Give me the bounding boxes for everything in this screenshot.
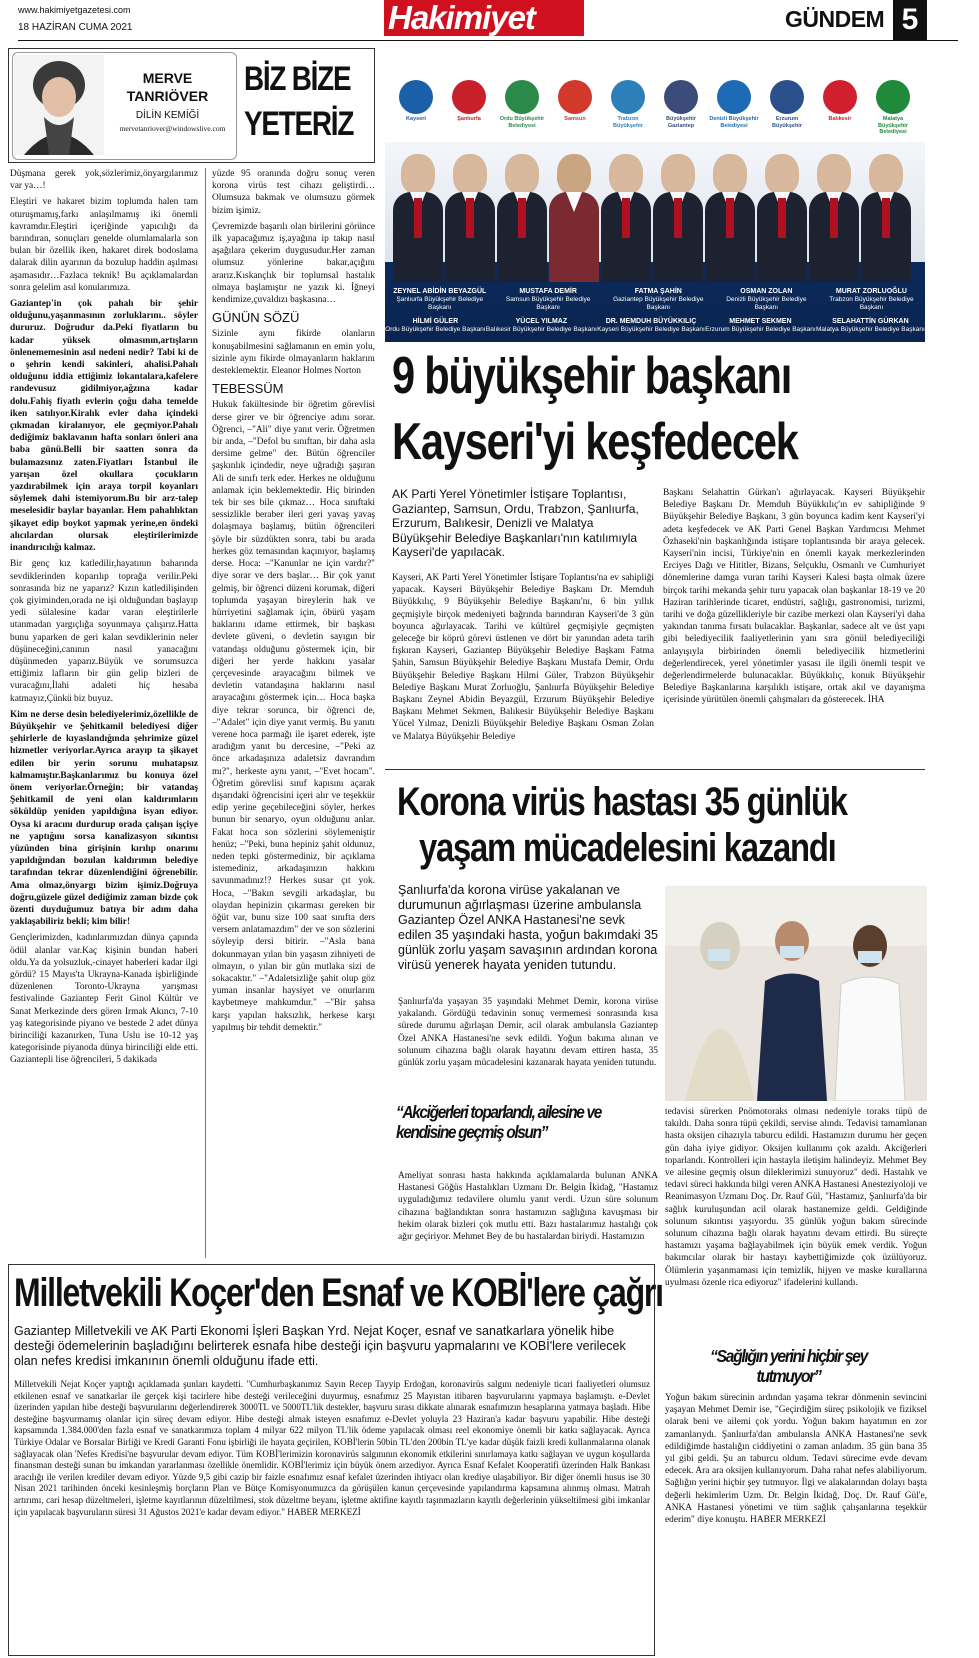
- municipality-logo: [868, 80, 918, 136]
- article1-lead: AK Parti Yerel Yönetimler İstişare Toplantısı, Gaziantep, Samsun, Ordu, Trabzon, Şanlıurfa, Erzurum, Balıkesir, Denizli ve Malatya Büyükşehir Belediye Başkanları'nın katılımıyla Kayseri'de yapılacak.: [392, 487, 639, 559]
- mayor-role: Trabzon Büyükşehir Belediye Başkanı: [829, 296, 914, 311]
- municipality-logo-emblem: [664, 80, 698, 114]
- paragraph: Eleştiri ve hakaret bizim toplumda halen tam oturuşmamış,farkı anlaşılmamış iki önemli kavramdır.Eleştiri içeriğinde yapıcılığı da barındıran, sonuçları genelde olumlamalarla son bulan bir özellik iken, hakaret direk bodoslama dalarak dilin ayarının da bozulup haddin aşılması aşamasıdır…Fazlaca teknik! Bu açıklamalardan sonra gelelim asıl konularımıza.: [10, 197, 198, 293]
- mayor-figure: [445, 154, 495, 282]
- mayor-name: ZEYNEL ABİDİN BEYAZGÜL: [393, 288, 487, 295]
- municipality-logo-label: Trabzon Büyükşehir: [613, 116, 643, 129]
- header-rule: [18, 40, 958, 41]
- mayor-name: SELAHATTİN GÜRKAN: [832, 318, 909, 325]
- municipality-logo: [497, 80, 547, 129]
- mayor-caption: [818, 288, 925, 312]
- mayor-role: Malatya Büyükşehir Belediye Başkanı: [816, 326, 925, 333]
- municipality-logo-emblem: [505, 80, 539, 114]
- logo-strip: [385, 74, 925, 142]
- mayor-name: MUSTAFA DEMİR: [519, 288, 577, 295]
- tebessum-title: TEBESSÜM: [212, 381, 284, 397]
- mayor-caption: [597, 318, 705, 334]
- municipality-logo-label: Kayseri: [406, 116, 426, 122]
- mayor-name: MURAT ZORLUOĞLU: [835, 288, 907, 295]
- page-number: 5: [893, 0, 927, 40]
- mayor-figure: [549, 154, 599, 282]
- municipality-logo: [444, 80, 494, 123]
- paragraph: yüzde 95 oranında doğru sonuç veren korona virüs test cihazı geliştirdi… Olumsuza bakmak ve olumsuzu görmek bizim işimiz.: [212, 169, 375, 216]
- mayor-role: Denizli Büyükşehir Belediye Başkanı: [726, 296, 807, 311]
- municipality-logo: [762, 80, 812, 129]
- mayor-role: Erzurum Büyükşehir Belediye Başkanı: [705, 326, 816, 333]
- article2-headline-line1: Korona virüs hastası 35 günlük: [397, 780, 847, 824]
- mayor-captions: [385, 286, 925, 342]
- column-divider: [205, 168, 206, 1258]
- municipality-logo: [815, 80, 865, 123]
- mayor-figure: [497, 154, 547, 282]
- municipality-logo-label: Ordu Büyükşehir Belediyesi: [499, 116, 545, 129]
- municipality-logo-label: Malatya Büyükşehir Belediyesi: [878, 116, 908, 135]
- mayor-role: Balıkesir Büyükşehir Belediye Başkanı: [485, 326, 597, 333]
- mayor-role: Samsun Büyükşehir Belediye Başkanı: [505, 296, 591, 311]
- author-first-name: MERVE: [142, 70, 193, 86]
- issue-date: 18 HAZİRAN CUMA 2021: [18, 22, 133, 33]
- article-divider: [385, 769, 925, 770]
- tebessum-text: Hukuk fakültesinde bir öğretim görevlisi derse girer ve bir öğrenciye adını sorar. Öğrenci, –"Ali" diye yanıt verir. Öğretmen bir anda, –"Defol bu sınıftan, bir daha asla dersime gelme" der. Bütün öğrenciler şaşkınlık içindedir, neye uğradığı şaşıran Ali de sınıfı terk eder. Herkes ne olduğunu anlamak için beklemektedir. Hiç birinden tek bir ses bile çıkmaz… Hoca sınıftaki sessizlikle beraber ileri geri yavaş yavaş dolaşmaya başlamış, bütün öğrencileri şöyle bir süzdükten sonra, tabi bu arada herkes göz temasından kaçınıyor, başlamış derse. Hoca: –"Kanunlar ne için vardır?" diye sorar ve ders başlar… Bir çok yanıt gelmiş, bir öğrenci düzeni korumak, diğeri toplumda yaşayan bireylerin hak ve hürriyetini sağlamak için, öbürü yaşam haklarını ıdame ettirmek, bir başkası devlete güveni, o devletin sayıgın bir vatandaşı olduğunu göstermek için, bir diğeri her yerde hakkını yasalar çerçevesinde arayacağını bilmek ve devletin vatandaşına haklarını nasıl arayacağını göstermek için… Hoca başka diye tekrar sorunca, bir öğrenci de, –"Adalet" için diye yanıt vermiş. Bu yanıtı verene hoca parmağı ile işaret ederek, işte aradığım yanıt bu dercesine, –"Peki az önce arkadaşınıza adaletsiz davrandım mı?", herkeste aynı yanıt, –"Evet hocam". Öğretim görevlisi sınıf kapısını açarak dışarıdaki öğrencisini içeri alır ve teşekkür edip yerine geçebileceğini söyler, herkes bunun bir senaryo, oyun olduğunu anlar. Fakat hoca son sözlerini söylemeniştir henüz; –"Peki, buna hepiniz şahit oldunuz, neden tepki göstermediniz, bir açıklama istemediniz, arkadaşınızın hakkını savunmadınız!? Herkes susar çıt yok. Hoca, –"Bakın sevgili arkadaşlar, bu olaydan hepinizin çıkarması gereken bir öğüt var, bunu size 100 saat sınıfta ders versem anlatamazdım" der ve son sözlerini söyleyip dersi bitirir. –"Asla bana dokunmayan yılan bin yaşasın zihniyeti de olmayın, o yılan bir gün mutlaka sizi de sokacaktır." –"Adaletsizliğe şahit olup göz yuman insanlar haysiyet ve onurlarını kaybetmeye mahkumdur." –"Bir şahsa karşı yapılan haksızlık, herkese karşı yapılmış bir tehdit demektir.": [212, 400, 375, 1033]
- paragraph: Düşmana gerek yok,sözlerimiz,önyargılarımız var ya…!: [10, 169, 198, 192]
- municipality-logo: [603, 80, 653, 129]
- paragraph: Bir genç kız katledilir,hayatının baharında sevdiklerinden koparılıp toprağa verilir.Peki sonrasında biz ne yaparız? Kızın katledilişinden çok giyiminden,orada ne işi olduğundan başlayıp yedi sülalesine kadar varan eleştirilerle utanmadan yargıçlığa soyunmaya çalışırız.Hatta bunu yaparken de geri kalan sevdiklerinin neler düşüneceğini,canının nasıl yanacağını düşünmeden yaparız.Büyük ve sorumsuzca ettiğimiz lafların bir gün gelip bizleri de vuracağını,İlahi adaleti hiç hesaba katmayız,Çünkü biz buyuz.: [10, 559, 198, 704]
- mayor-name: OSMAN ZOLAN: [740, 288, 793, 295]
- mayor-caption: [705, 318, 816, 334]
- paragraph-bold: Kim ne derse desin belediyelerimiz,özellikle de Büyükşehir ve Şehitkamil belediyesi diğer şehirlerle de kıyaslandığında şehrimize güzel hizmetler veriyorlar.Ayrıca arayıp ta şikayet edilen bir yerin sorunu muhatapsız kalmamıştır.Başkanlarımız bu konuya özel önem veriyorlar.Örneğin; bir vatandaş Şehitkamil de yeni olan kaldırımların söküldüp yeniden yapıldığına isyan ediyor. Oysa ki aracını durdurup orada çalışan işçiye ne yaptığını sorsa kanalizasyon sıkıntısı yüzünden bina girişinin kırılıp onarımı yapıldığından bozulan kaldırımın belediye tarafından tekrar düzenlendiğini öğrenebilir. Ama olmaz,önyargı bizim işimiz.Doğruya doğru,güzele güzel dediğimiz zaman bizde çok özenti duyduğumuz batıya bir adım daha yaklaşabiliriz bekli; kim bilir!: [10, 709, 198, 928]
- municipality-logo-emblem: [558, 80, 592, 114]
- article2-quote2: “Sağlığın yerini hiçbir şey tutmuyor”: [710, 1346, 867, 1386]
- paragraph-bold: Gaziantep'in çok pahalı bir şehir olduğunu,yaşanmasının zorluklarını.. söyler dururuz. Doğrudur da.Peki fiyatların bu kadar yüksek olmasının,artışların önlenememesinin asıl nedeni nedir? Tabi ki de o şehrin kendi sakinleri, ahalisi.Pahalı olduğunu iddia ettiğimiz lokantalara,kafelere randevusuz gidilmiyor,ağzına kadar dolu.Fahiş fiyatlı evlerin çoğu daha temelde iken satılıyor.Kiralık evler daha içindeki çıkmadan kiralanıyor, ele geçmiyor.Pahalı dediğimiz baklavanın hafta sonları önleri ana baba günü.Belli bir saatten sonra da bulamazsınız zaten.Fiyatları İstanbul ile yarışan özel okullara çocukların yazdırabilmek için araya torpil koyanları söylemek dahi istemiyorum.Bu bir arz-talep meselesidir baylar bayanlar. Hem pahalılıktan şikayet edip boykot yapmak yerine,en öndeki alıcılardan olursak eleştirilerimizde inandırıcılığı kalmaz.: [10, 299, 198, 554]
- column-text-col2: [212, 168, 375, 1260]
- article1-headline-line2: Kayseri'yi keşfedecek: [392, 413, 798, 471]
- website-url[interactable]: www.hakimiyetgazetesi.com: [18, 5, 131, 15]
- newspaper-logo: Hakimiyet: [384, 0, 584, 36]
- mayor-caption: [602, 288, 715, 312]
- section-title: GÜNDEM: [785, 6, 885, 32]
- mayor-caption: [816, 318, 925, 334]
- gunun-sozu-title: GÜNÜN SÖZÜ: [212, 310, 300, 326]
- patient-photo: [665, 886, 927, 1101]
- municipality-logo: [709, 80, 759, 129]
- mayor-figure: [861, 154, 911, 282]
- municipality-logo-emblem: [770, 80, 804, 114]
- mayor-caption: [486, 318, 597, 334]
- municipality-logo: [656, 80, 706, 129]
- article2-lead: Şanlıurfa'da korona virüse yakalanan ve durumunun ağırlaşması üzerine ambulansla Gaziantep Özel ANKA Hastanesi'ne sevk edilen 35 yaşındaki hasta, yoğun bakımdaki 35 günlük zorlu yaşam savaşının ardından korona virüsü yenerek hayata yeniden tutundu.: [398, 883, 658, 972]
- article2-body4: Yoğun bakım sürecinin ardından yaşama tekrar dönmenin sevincini yaşayan Mehmet Demir ise, "Geçirdiğim süreç psikolojik ve fiziksel olarak beni ve ailemi çok yordu. Yoğun bakım hayatımın en zor zamanlarıydı. Şanlıurfa'dan ambulansla ANKA Hastanesi'ne sevk edildiğimde hastalığın ciddiyetini o zaman anladım. 35 gün bana 35 yıl gibi geldi. Şu an taburcu oldum. Tedavi sürecime evde devam edecek. Ara ara oksijen kullanıyorum. Daha rahat nefes alabiliyorum. Sağlığın yerini hiçbir şey tutmuyor. İlgi ve alakalarından dolayı başta değerli hekimlerim Uzm. Dr. Belgin İkidağ, Doç. Dr. Rauf Gül'e, ANKA Hastanesi yönetimi ve tüm sağlık çalışanlarına teşekkür ederim" diye konuştu. HABER MERKEZİ: [665, 1393, 927, 1526]
- municipality-logo-emblem: [399, 80, 433, 114]
- municipality-logo-label: Balıkesir: [828, 116, 852, 122]
- column-title-line1: BİZ BİZE: [244, 60, 351, 98]
- mayor-name: YÜCEL YILMAZ: [515, 318, 568, 325]
- paragraph: Çevremizde başarılı olan birilerini görünce ilk yapacağımız iş,ayağına ip takıp nasıl aşağılara çekerim duygusudur.Her zaman olumsuz yönlerine bakar,açığını ararız.Kıskançlık bir toplumsal hastalık olmaya başlamıştır ne yazık ki. İğneyi kendimize,çuvaldızı başkasına…: [212, 221, 375, 306]
- column-title-line2: YETERİZ: [244, 105, 354, 143]
- municipality-logo-emblem: [823, 80, 857, 114]
- mayor-name: HİLMİ GÜLER: [412, 318, 459, 325]
- mayor-role: Şanlıurfa Büyükşehir Belediye Başkanı: [396, 296, 484, 311]
- municipality-logo-label: Büyükşehir Gaziantep: [666, 116, 696, 129]
- article3-body: Milletvekili Nejat Koçer yaptığı açıklamada şunları kaydetti. "Cumhurbaşkanımız Sayın Recep Tayyip Erdoğan, koronavirüs salgını nedeniyle ticari faaliyetleri olumsuz etkilenen esnaf ve sanatkarlar ile gerçek kişi tacirlere hibe desteği verileceğini duyurmuş, esnafımız 25 Mayıstan itibaren başvurularını yapmaya başlamıştı. e-Devlet üzerinden yapılan hibe desteği başvurularını değerlendirerek 3000TL ve 5000TL'lik destekler, başvuru sırası dikkate alınarak esnafımızın hesaplarına yatmaya başladı. Hibe desteğine başvurmamış olanlar için süreç devam ediyor. Hibe desteği almak isteyen esnafımız e-Devlet yoluyla 23 Haziran'a kadar başvuru yapabilir. Hibe desteği kapsamında 1.384.000'den fazla esnaf ve sanatkarımıza toplam 4 milyar 622 milyon TL'lik ödeme yapılacak olması reel ekonomiye önemli bir katkı sağlayacak. Ayrıca Türkiye Odalar ve Borsalar Birliği ve Kredi Garanti Fonu işbirliği ile hayata geçirilen, KOBİ'lerin 50bin TL'den 200bin TL'ye kadar düşük faizli kredi kullanmalarına olanak sağlayacak olan 'Nefes Kredisi'ne başvurular devam ediyor. Tüm KOBİ'lerimizin koronavirüs salgınının ekonomik etkilerini sınırlamaya katkı sağlayan ve uygun koşullarda finansman desteği sunan bu imkandan yararlanması özellikle önemlidir. KOBİ'lerimiz için büyük önem arzediyor. Ayrıca Esnaf Kefalet Kooperatifi üzerinden Halk Bankası aracılığı ile verilen krediler devam ediyor. Yüzde 9,5 gibi cazip bir faizle esnafımız esnaf kefalet üzerinden ihtiyacı olan krediye ulaşabiliyor. Bir diğer önemli husus ise 30 Nisan 2021 tarihinden önceki kesinleşmiş borçların Plan ve Bütçe Komisyonumuzca da görüşülen kanun çerçevesinde yapılandırma kapsamına alınmış olması. Matrah artırımı, cari hesap düzeltmeleri, işletme kayıtlarının düzeltilmesi, stok düzeltme beyanı, işletme aktifine kayıtlı taşınmazların kayıtlı değerlerinin yükseltilmesi gibi imkanlar için yapılacak başvuruların süresi 31 Ağustos 2021'e kadar devam ediyor." HABER MERKEZİ: [14, 1379, 650, 1517]
- municipality-logo-emblem: [876, 80, 910, 114]
- mayor-caption: [494, 288, 601, 312]
- municipality-logo-label: Samsun: [564, 116, 586, 122]
- municipality-logo-label: Erzurum Büyükşehir: [772, 116, 802, 129]
- municipality-logo-label: Denizli Büyükşehir Belediyesi: [709, 116, 759, 129]
- municipality-logo: [391, 80, 441, 123]
- article1-headline-line1: 9 büyükşehir başkanı: [392, 347, 792, 405]
- mayor-figure: [393, 154, 443, 282]
- municipality-logo: [550, 80, 600, 123]
- column-text-col1: [10, 168, 198, 1260]
- mayor-name: DR. MEMDUH BÜYÜKKILIÇ: [605, 318, 697, 325]
- municipality-logo-emblem: [717, 80, 751, 114]
- mayor-name: FATMA ŞAHİN: [634, 288, 682, 295]
- mayor-figure: [653, 154, 703, 282]
- mayor-caption: [385, 288, 494, 312]
- article2-body3: tedavisi sürerken Pnömotoraks olması nedeniyle toraks tüpü de takıldı. Daha sonra tüpü çekildi, servise alındı. Tedavisi tamamlanan hasta oksijen cihazıyla taburcu edildi. Hastamızın durumu her geçen gün daha iyiye gidiyor. Oksijen kullanımı çok azaldı. Akciğerleri toparlandı. Kontrolleri için hastayla iletişim halindeyiz. Mehmet Bey ve ailesine geçmiş olsun dileklerimizi sunuyoruz" dedi. Hastalık ve tedavi süreci hakkında bilgi veren ANKA Hastanesi Anesteziyoloji ve Reanimasyon Uzmanı Doç. Dr. Rauf Gül, "Hastamız, Şanlıurfa'da bir sağlık kuruluşundan acil olarak hastanemize geldi. Geldiğinde solunum sıkıntısı yaşıyordu. 35 günlük yoğun bakım sürecinde solunum cihazına bağlı olarak hayatını devam ettirdi. Bu süreçte hastamızı yaşama bağlayabilmek için büyük emek verdik. Yoğun bakımcılar olarak bir hastayı kaybettiğimizde çok üzülüyoruz. Ölümlerin yaşanmaması için temizlik, hijyen ve maske kurallarına uyulması özenle rica ediyoruz" ifadelerini kullandı.: [665, 1107, 927, 1288]
- mayor-name: MEHMET SEKMEN: [729, 318, 792, 325]
- article2-body1: Şanlıurfa'da yaşayan 35 yaşındaki Mehmet Demir, korona virüse yakalandı. Gördüğü tedavinin sonuç vermemesi sonrasında kısa sürede durumu ağırlaşan Demir, acil olarak ambulansla Gaziantep Özel ANKA Hastanesi'ne sevk edildi. Yoğun bakıma alınan ve solunum cihazına bağlı olarak hayatını devam ettiren hasta, 35 günlük zorlu yaşam mücadelesini kazanarak hayata yeniden tutundu.: [398, 997, 658, 1069]
- article3-headline: Milletvekili Koçer'den Esnaf ve KOBİ'lere çağrı: [14, 1271, 663, 1315]
- municipality-logo-emblem: [452, 80, 486, 114]
- author-last-name: TANRIÖVER: [126, 88, 209, 104]
- municipality-logo-emblem: [611, 80, 645, 114]
- mayor-caption: [715, 288, 818, 312]
- mayor-role: Gaziantep Büyükşehir Belediye Başkanı: [613, 296, 704, 311]
- article1-body-left: Kayseri, AK Parti Yerel Yönetimler İstişare Toplantısı'na ev sahipliği yapacak. Kayseri Büyükşehir Belediye Başkanı Dr. Memduh Büyükkılıç, 9 Büyükşehir Belediye Başkanı'nı, 6 bin yıllık geçmişiyle birçok medeniyeti bağrında barındıran Kayseri'de 3 gün boyunca ağırlayacak. Tarihi ve kültürel geçmişiyle geçmişten geleceğe bir köprü görevi üstlenen ve dört bir yanından adeta tarih fışkıran Kayseri, Gaziantep Büyükşehir Belediye Başkanı Fatma Şahin, Samsun Büyükşehir Belediye Başkanı Mustafa Demir, Ordu Büyükşehir Belediye Başkanı Hilmi Güler, Trabzon Büyükşehir Belediye Başkanı Murat Zorluoğlu, Şanlıurfa Büyükşehir Belediye Başkanı Zeynel Abidin Beyazgül, Erzurum Büyükşehir Belediye Başkanı Mehmet Sekmen, Balıkesir Büyükşehir Belediye Başkanı Yücel Yılmaz, Denizli Büyükşehir Belediye Başkanı Osman Zolan ve Malatya Büyükşehir Belediye: [392, 573, 654, 742]
- mayor-figure: [705, 154, 755, 282]
- mayor-figure: [601, 154, 651, 282]
- mayor-figure: [757, 154, 807, 282]
- article3-lead: Gaziantep Milletvekili ve AK Parti Ekonomi İşleri Başkan Yrd. Nejat Koçer, esnaf ve sanatkarlara yönelik hibe desteği ödemelerinin başladığını belirterek esnafa hibe desteği için başvuru yapmalarını ve KOBİ'lere verilecek olan nefes kredisi imkanının önemli olduğunu ifade etti.: [14, 1324, 626, 1368]
- article2-body2: Ameliyat sonrası hasta hakkında açıklamalarda bulunan ANKA Hastanesi Göğüs Hastalıkları Uzmanı Dr. Belgin İkidağ, "Hastamız uyguladığımız tedavilere olumlu yanıt verdi. Uzun süre solunum cihazına bağlandıktan sonra hastamızın sağlığına kavuşması bir hekim olarak bizleri çok mutlu etti. Bazı hastalarımız hastalığı çok ağır geçiriyor. Mehmet Bey de bu hastalardan biriydi. Hastamızın: [398, 1171, 658, 1243]
- author-email[interactable]: mervetanriover@windowslive.com: [119, 124, 226, 133]
- mayor-caption: [385, 318, 485, 334]
- mayor-figure: [809, 154, 859, 282]
- mayor-role: Ordu Büyükşehir Belediye Başkanı: [385, 326, 486, 333]
- paragraph: Gençlerimizden, kadınlarımızdan dünya çapında ödül alanlar var.Kaç kişinin bundan haberi oldu.Ya da yolsuzluk,-cinayet haberleri kadar ilgi gördü? 15 Mayıs'ta Ukrayna-Kanada işbirliğinde düzenlenen Toronto-Ukrayna yarışması festivalinde Gaziantep Ferit Ginol Kültür ve Sanat Merkezinde ders gören Irmak Akıncı, 7-10 yaş kategorisinde piyano ve bestede 2 adet dünya birinciliği kazanırken, Tuna Uslu ise 10-12 yaş kategorisinde piyanoda dünya birinciliği elde etti. Gaziantepli lise öğrencileri, 5 dakikada: [10, 933, 198, 1066]
- article2-headline-line2: yaşam mücadelesini kazandı: [419, 826, 836, 870]
- column-subtitle: DİLİN KEMİĞİ: [135, 110, 200, 121]
- author-photo: [14, 55, 104, 155]
- municipality-logo-label: Şanlıurfa: [457, 116, 481, 122]
- article1-body-right: Başkanı Selahattin Gürkan'ı ağırlayacak. Kayseri Büyükşehir Belediye Başkanı Dr. Memduh Büyükkılıç'ın ev sahipliğinde 9 Büyükşehir Belediye Başkanı, 3 gün boyunca kadim kent Kayseri'yi adeta keşfedecek ve AK Parti Genel Başkan Yardımcısı Mehmet Özhaseki'nin başkanlığında istişare toplantısında bir araya gelecek. Kayseri'nin incisi, Türkiye'nin en önemli kayak merkezlerinden Erciyes Dağı ve Hititler, Bizans, Selçuklu, Osmanlı ve Cumhuriyet dönemlerine damga vuran tarihi Kayseri Kalesi başta olmak üzere birçok tarihi mekanda şehir turu yapacak olan başkanlar 18-19 ve 20 Haziran tarihlerinde ticaret, endüstri, sağlığı, gastronomisi, turizmi, tarihi ve doğa güzellikleriyle bir cazibe merkezi olan Kayseri'yi daha yakından tanıma fırsatı bulacaklar. Başkanlar, sadece alt ve üst yapı gibi belediyecilik faaliyetlerinin yanı sıra gönül belediyeciliği anlayışıyla birbirinden önemli belediyecilik hizmetlerini değerlendirecek, yerel yönetimler yasası ile ilgili önemli tespit ve değerlendirmelerde bulunacaklar. Büyükkılıç, konuk Büyükşehir Belediye Başkanlarına karşılıklı istişare, ortak akıl ve dayanışma içerisinde yürütülen önemli çalışmaları da gösterecek. İHA: [663, 488, 925, 706]
- mayor-role: Kayseri Büyükşehir Belediye Başkanı: [597, 326, 705, 333]
- article2-quote1: “Akciğerleri toparlandı, ailesine ve kendisine geçmiş olsun”: [396, 1102, 601, 1142]
- gunun-sozu-text: Sizinle aynı fikirde olanların konuşabilmesini sağlamanın en emin yolu, sizinle aynı fikirde olmayanların haklarını desteklemektir. Eleanor Holmes Norton: [212, 329, 375, 377]
